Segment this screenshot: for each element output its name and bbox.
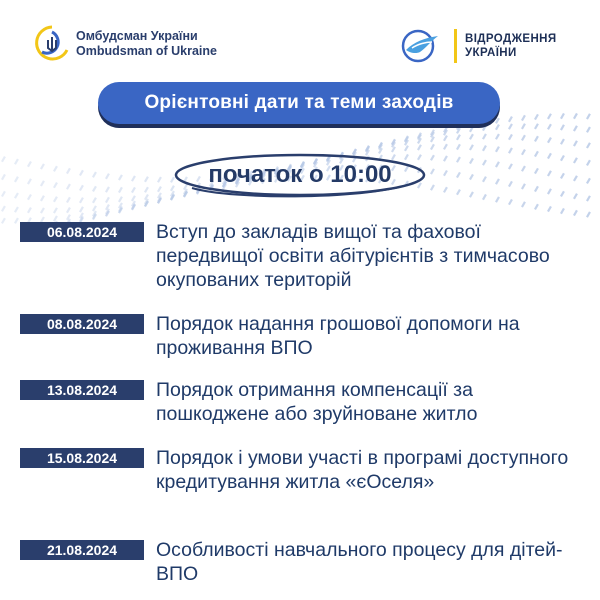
event-title: Особливості навчального процесу для дітей-ВПО bbox=[156, 539, 563, 585]
event-date-badge: 21.08.2024 bbox=[20, 540, 144, 560]
ombudsman-brand bbox=[34, 24, 217, 64]
ombudsman-name-ua: Омбудсман України bbox=[76, 29, 198, 43]
event-title: Порядок і умови участі в програмі доступного кредитування житла «єОселя» bbox=[156, 447, 569, 493]
ombudsman-logo-icon bbox=[34, 24, 70, 64]
event-date-badge: 08.08.2024 bbox=[20, 314, 144, 334]
vidrodzhennia-line1: ВІДРОДЖЕННЯ bbox=[465, 33, 557, 45]
title-banner bbox=[98, 82, 500, 124]
event-title: Порядок надання грошової допомоги на проживання ВПО bbox=[156, 313, 520, 359]
vidrodzhennia-line2: УКРАЇНИ bbox=[465, 47, 517, 59]
event-title: Вступ до закладів вищої та фахової передвищої освіти абітурієнтів з тимчасово окупованих територій bbox=[156, 221, 550, 291]
event-title: Порядок отримання компенсації за пошкоджене або зруйноване житло bbox=[156, 379, 478, 425]
event-date-badge: 15.08.2024 bbox=[20, 448, 144, 468]
start-time bbox=[172, 152, 428, 202]
event-date-badge: 13.08.2024 bbox=[20, 380, 144, 400]
banner-title: Орієнтовні дати та теми заходів bbox=[144, 92, 454, 113]
dove-logo-icon bbox=[398, 28, 448, 64]
start-time-text: початок о 10:00 bbox=[208, 161, 392, 188]
brand-divider bbox=[454, 29, 457, 63]
vidrodzhennia-brand bbox=[398, 28, 557, 64]
event-date-badge: 06.08.2024 bbox=[20, 222, 144, 242]
ombudsman-name-en: Ombudsman of Ukraine bbox=[76, 44, 217, 58]
